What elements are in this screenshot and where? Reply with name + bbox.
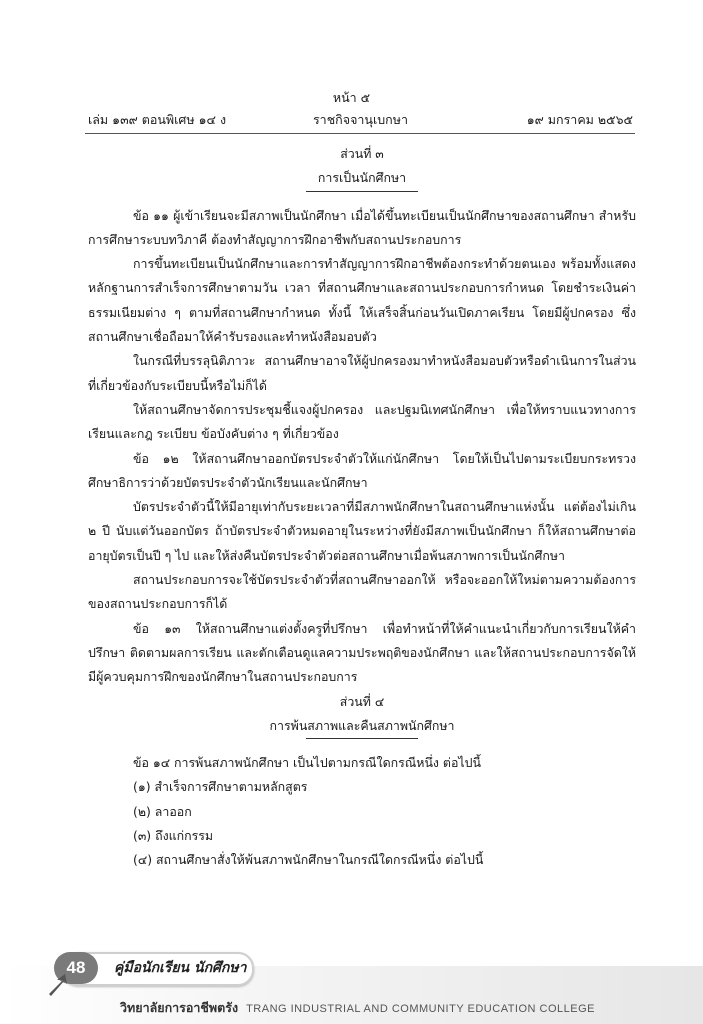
section4-subtitle: การพ้นสภาพและคืนสภาพนักศึกษา	[269, 717, 455, 733]
page-number: หน้า ๕	[332, 90, 371, 105]
college-name	[120, 998, 595, 1018]
paragraph: ในกรณีที่บรรลุนิติภาวะ สถานศึกษาอาจให้ผู้ปกครองมาทำหนังสือมอบตัวหรือดำเนินการในส่วนที่เกี่ยวข้องกับระเบียบนี้หรือไม่ก็ได้	[88, 353, 636, 393]
college-name-english: TRANG INDUSTRIAL AND COMMUNITY EDUCATION COLLEGE	[246, 1003, 596, 1015]
gazette-title: ราชกิจจานุเบกษา	[312, 112, 409, 127]
paragraph: ให้สถานศึกษาจัดการประชุมชี้แจงผู้ปกครอง และปฐมนิเทศนักศึกษา เพื่อให้ทราบแนวทางการเรียนและกฎ ระเบียบ ข้อบังคับต่าง ๆ ที่เกี่ยวข้อง	[88, 401, 636, 442]
list-item: (๓) ถึงแก่กรรม	[133, 828, 214, 844]
list-item: (๑) สำเร็จการศึกษาตามหลักสูตร	[133, 779, 308, 795]
paragraph: ข้อ ๑๒ ให้สถานศึกษาออกบัตรประจำตัวให้แก่นักศึกษา โดยให้เป็นไปตามระเบียบกระทรวงศึกษาธิการว่าด้วยบัตรประจำตัวนักเรียนและนักศึกษา	[88, 450, 636, 490]
arrow-icon	[43, 970, 73, 1000]
paragraph: บัตรประจำตัวนี้ให้มีอายุเท่ากับระยะเวลาที่มีสภาพนักศึกษาในสถานศึกษาแห่งนั้น แต่ต้องไม่เกิน ๒ ปี นับแต่วันออกบัตร ถ้าบัตรประจำตัวหมดอายุในระหว่างที่ยังมีสภาพเป็นนักศึกษา ก็ให้สถานศึกษาต่ออายุบัตรเป็นปี ๆ ไป และให้ส่งคืนบัตรประจำตัวต่อสถานศึกษาเมื่อพ้นสภาพการเป็นนักศึกษา	[88, 499, 636, 563]
gazette-date: ๑๙ มกราคม ๒๕๖๕	[526, 112, 633, 127]
handbook-footer	[0, 940, 703, 1024]
paragraph: ข้อ ๑๑ ผู้เข้าเรียนจะมีสภาพเป็นนักศึกษา เมื่อได้ขึ้นทะเบียนเป็นนักศึกษาของสถานศึกษา สำหรับการศึกษาระบบทวิภาคี ต้องทำสัญญาการฝึกอาชีพกับสถานประกอบการ	[88, 207, 636, 247]
document-body	[88, 142, 636, 873]
section3-subtitle: การเป็นนักศึกษา	[317, 170, 407, 186]
list-item: (๒) ลาออก	[133, 803, 192, 819]
section3-title: ส่วนที่ ๓	[340, 146, 384, 161]
list-item: (๔) สถานศึกษาสั่งให้พ้นสภาพนักศึกษาในกรณีใดกรณีหนึ่ง ต่อไปนี้	[133, 852, 484, 868]
paragraph: ข้อ ๑๓ ให้สถานศึกษาแต่งตั้งครูที่ปรึกษา เพื่อทำหน้าที่ให้คำแนะนำเกี่ยวกับการเรียนให้คำปรึกษา ติดตามผลการเรียน และตักเตือนดูแลความประพฤติของนักศึกษา และให้สถานประกอบการจัดให้มีผู้ควบคุมการฝึกของนักศึกษาในสถานประกอบการ	[88, 620, 636, 685]
section4-title: ส่วนที่ ๔	[339, 693, 385, 709]
section4-intro: ข้อ ๑๔ การพ้นสภาพนักศึกษา เป็นไปตามกรณีใดกรณีหนึ่ง ต่อไปนี้	[133, 755, 481, 771]
volume-label: เล่ม ๑๓๙ ตอนพิเศษ ๑๔ ง	[88, 112, 227, 127]
handbook-title: คู่มือนักเรียน นักศึกษา	[114, 960, 247, 976]
header-divider	[85, 133, 635, 134]
paragraph: สถานประกอบการจะใช้บัตรประจำตัวที่สถานศึกษาออกให้ หรือจะออกให้ใหม่ตามความต้องการของสถานประกอบการก็ได้	[88, 572, 636, 612]
footer-page-number: 48	[54, 952, 98, 984]
college-name-thai: วิทยาลัยการอาชีพตรัง	[120, 1000, 239, 1015]
paragraph: การขึ้นทะเบียนเป็นนักศึกษาและการทำสัญญาการฝึกอาชีพต้องกระทำด้วยตนเอง พร้อมทั้งแสดงหลักฐานการสำเร็จการศึกษาตามวัน เวลา ที่สถานศึกษาและสถานประกอบการกำหนด โดยชำระเงินค่าธรรมเนียมต่าง ๆ ตามที่สถานศึกษากำหนด ทั้งนี้ ให้เสร็จสิ้นก่อนวันเปิดภาคเรียน โดยมีผู้ปกครอง ซึ่งสถานศึกษาเชื่อถือมาให้คำรับรองและทำหนังสือมอบตัว	[88, 256, 636, 345]
gazette-header	[88, 110, 633, 128]
